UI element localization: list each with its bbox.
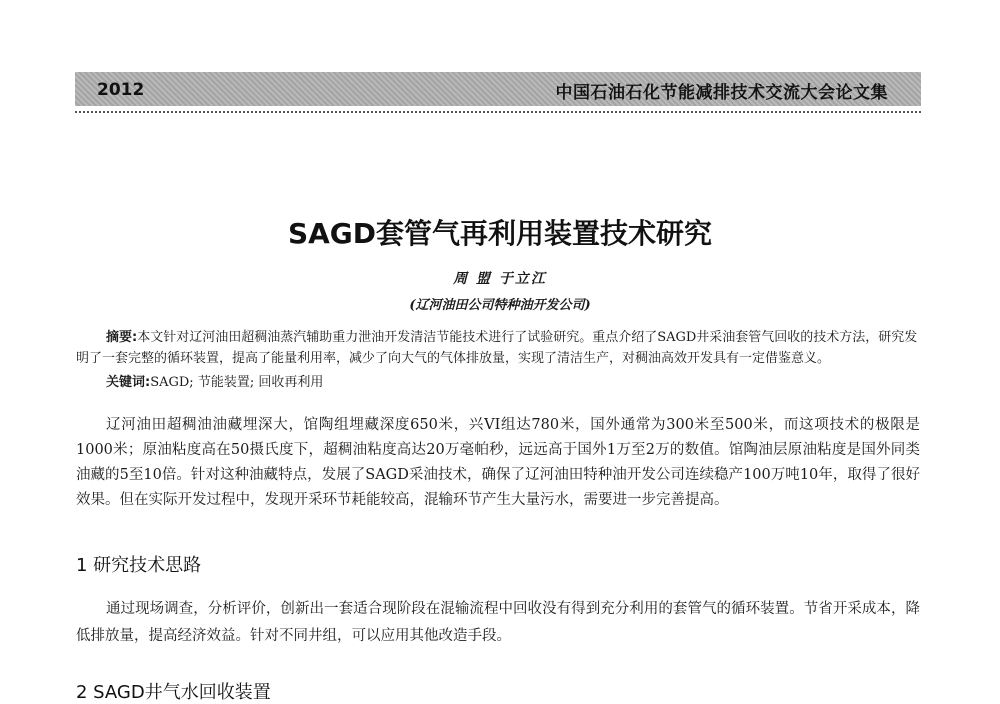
keywords-label: 关键词: <box>106 375 151 390</box>
section-heading-2: 2 SAGD井气水回收装置 <box>76 682 271 703</box>
intro-paragraph: 辽河油田超稠油油藏埋深大，馆陶组埋藏深度650米，兴VI组达780米，国外通常为300米至500米，而这项技术的极限是1000米；原油粘度高在50摄氏度下，超稠油粘度高达20万毫帕秒，远远高于国外1万至2万的数值。馆陶油层原油粘度是国外同类油藏的5至10倍。针对这种油藏特点，发展了SAGD采油技术，确保了辽河油田特种油开发公司连续稳产100万吨10年，取得了很好效果。但在实际开发过程中，发现开采环节耗能较高，混输环节产生大量污水，需要进一步完善提高。 <box>76 417 920 508</box>
abstract <box>76 327 920 369</box>
header-divider <box>75 111 921 113</box>
header-year: 2012 <box>97 80 145 100</box>
keywords <box>106 372 920 393</box>
abstract-label: 摘要: <box>106 330 138 345</box>
abstract-text: 本文针对辽河油田超稠油蒸汽辅助重力泄油开发清洁节能技术进行了试验研究。重点介绍了SAGD井采油套管气回收的技术方法，研究发明了一套完整的循环装置，提高了能量利用率，减少了向大气的气体排放量，实现了清洁生产，对稠油高效开发具有一定借鉴意义。 <box>76 330 918 366</box>
header-proceedings-title: 中国石油石化节能减排技术交流大会论文集 <box>555 83 888 103</box>
section-heading-1: 1 研究技术思路 <box>76 555 202 576</box>
paper-affiliation: (辽河油田公司特种油开发公司) <box>409 298 591 313</box>
paper-authors: 周 盟 于立江 <box>453 271 547 287</box>
paper-title: SAGD套管气再利用装置技术研究 <box>287 217 713 250</box>
keywords-text: SAGD; 节能装置; 回收再利用 <box>150 375 324 390</box>
section-1-paragraph: 通过现场调查，分析评价，创新出一套适合现阶段在混输流程中回收没有得到充分利用的套管气的循环装置。节省开采成本，降低排放量，提高经济效益。针对不同井组，可以应用其他改造手段。 <box>76 601 920 644</box>
